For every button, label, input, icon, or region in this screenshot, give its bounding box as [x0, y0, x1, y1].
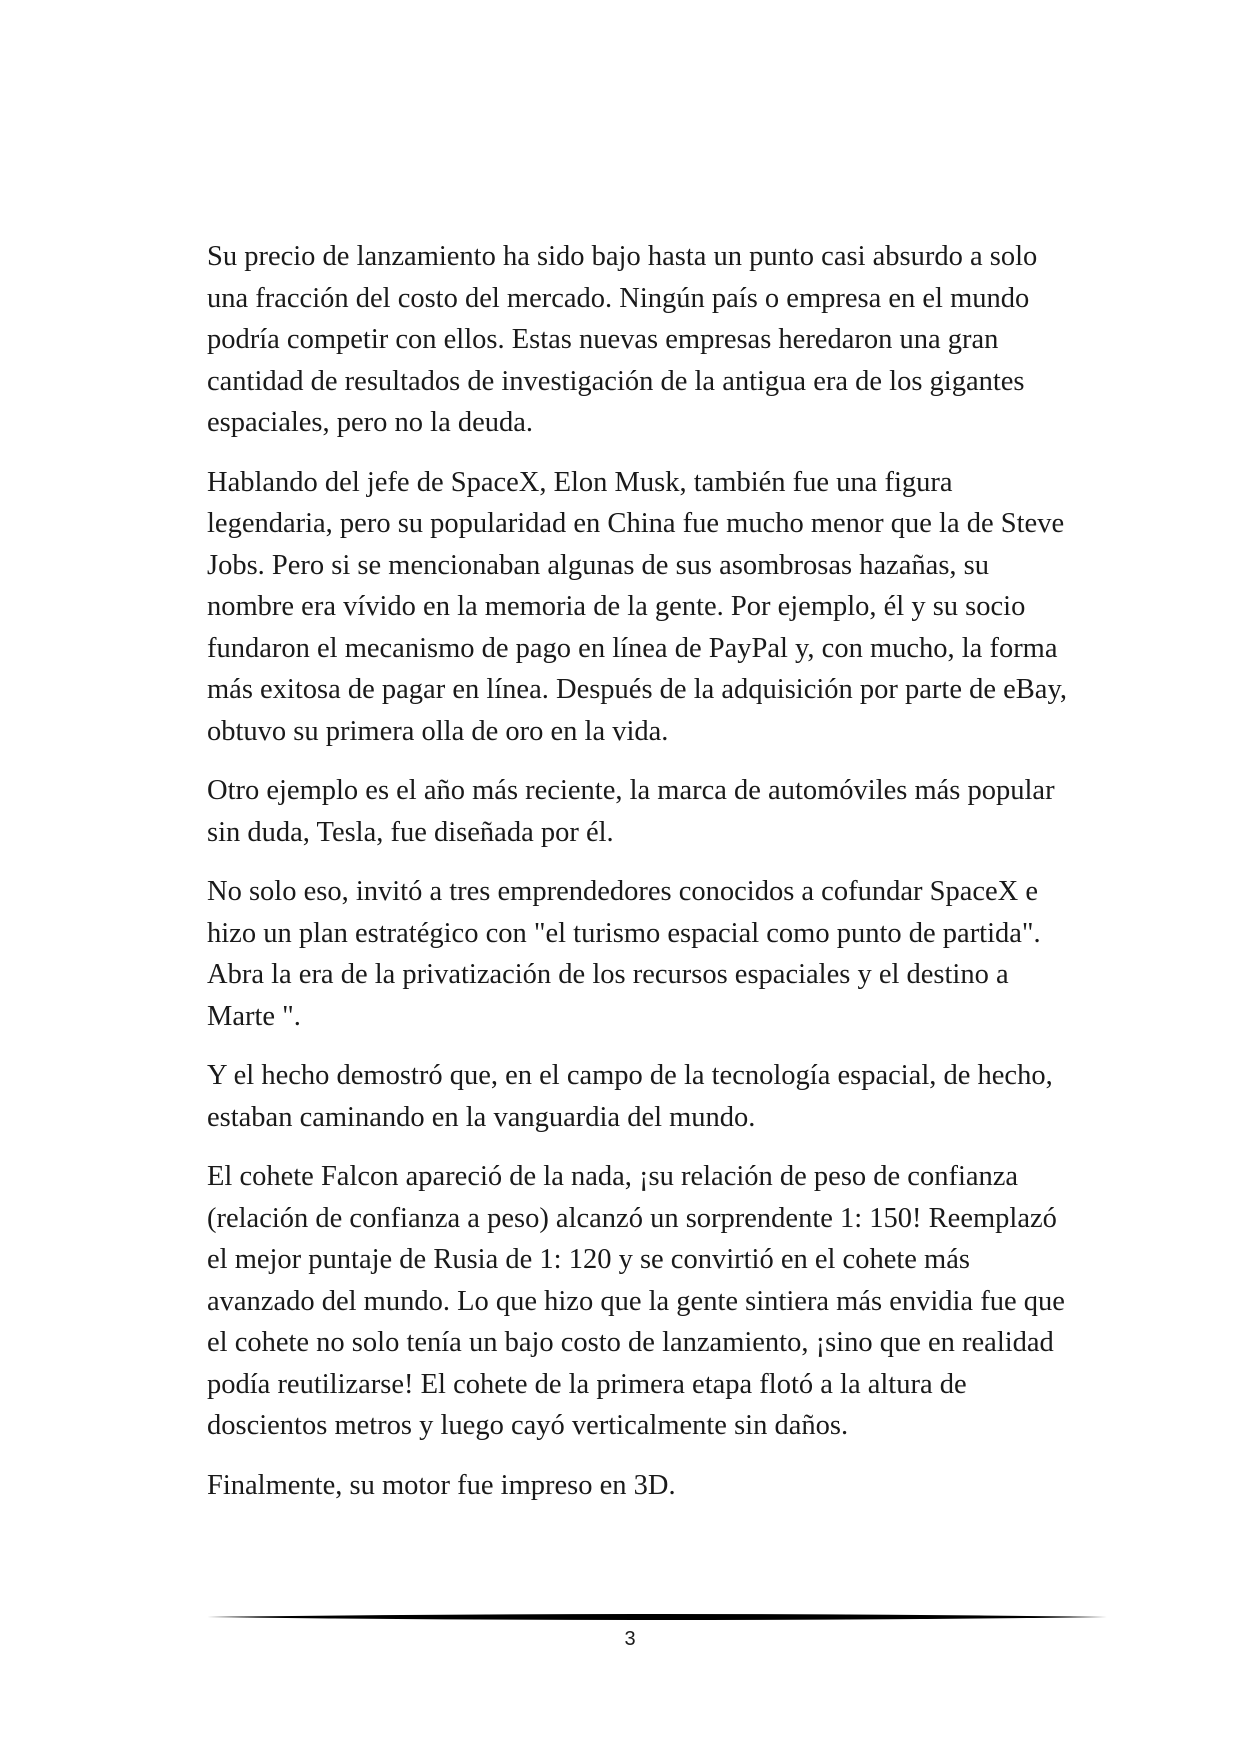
paragraph-7: Finalmente, su motor fue impreso en 3D.	[207, 1469, 676, 1501]
paragraph-6: El cohete Falcon apareció de la nada, ¡su relación de peso de confianza (relación de confianza a peso) alcanzó un sorprendente 1: 150! Reemplazó el mejor puntaje de Rusia de 1: 120 y se convirtió en el cohete más avanzado del mundo. Lo que hizo que la gente sintiera más envidia fue que el cohete no solo tenía un bajo costo de lanzamiento, ¡sino que en realidad podía reutilizarse! El cohete de la primera etapa flotó a la altura de doscientos metros y luego cayó verticalmente sin daños.	[207, 1161, 1065, 1441]
paragraph-5: Y el hecho demostró que, en el campo de la tecnología espacial, de hecho, estaban caminando en la vanguardia del mundo.	[207, 1060, 1053, 1133]
paragraph-4: No solo eso, invitó a tres emprendedores conocidos a cofundar SpaceX e hizo un plan estratégico con "el turismo espacial como punto de partida". Abra la era de la privatización de los recursos espaciales y el destino a Marte ".	[207, 876, 1041, 1032]
paragraph-1: Su precio de lanzamiento ha sido bajo hasta un punto casi absurdo a solo una fracción del costo del mercado. Ningún país o empresa en el mundo podría competir con ellos. Estas nuevas empresas heredaron una gran cantidad de resultados de investigación de la antigua era de los gigantes espaciales, pero no la deuda.	[207, 241, 1038, 438]
body-text	[207, 236, 1082, 1524]
page-number: 3	[624, 1628, 636, 1650]
footer-rule	[207, 1612, 1107, 1622]
paragraph-3: Otro ejemplo es el año más reciente, la marca de automóviles más popular sin duda, Tesla, fue diseñada por él.	[207, 775, 1055, 848]
paragraph-2: Hablando del jefe de SpaceX, Elon Musk, también fue una figura legendaria, pero su popularidad en China fue mucho menor que la de Steve Jobs. Pero si se mencionaban algunas de sus asombrosas hazañas, su nombre era vívido en la memoria de la gente. Por ejemplo, él y su socio fundaron el mecanismo de pago en línea de PayPal y, con mucho, la forma más exitosa de pagar en línea. Después de la adquisición por parte de eBay, obtuvo su primera olla de oro en la vida.	[207, 466, 1067, 747]
